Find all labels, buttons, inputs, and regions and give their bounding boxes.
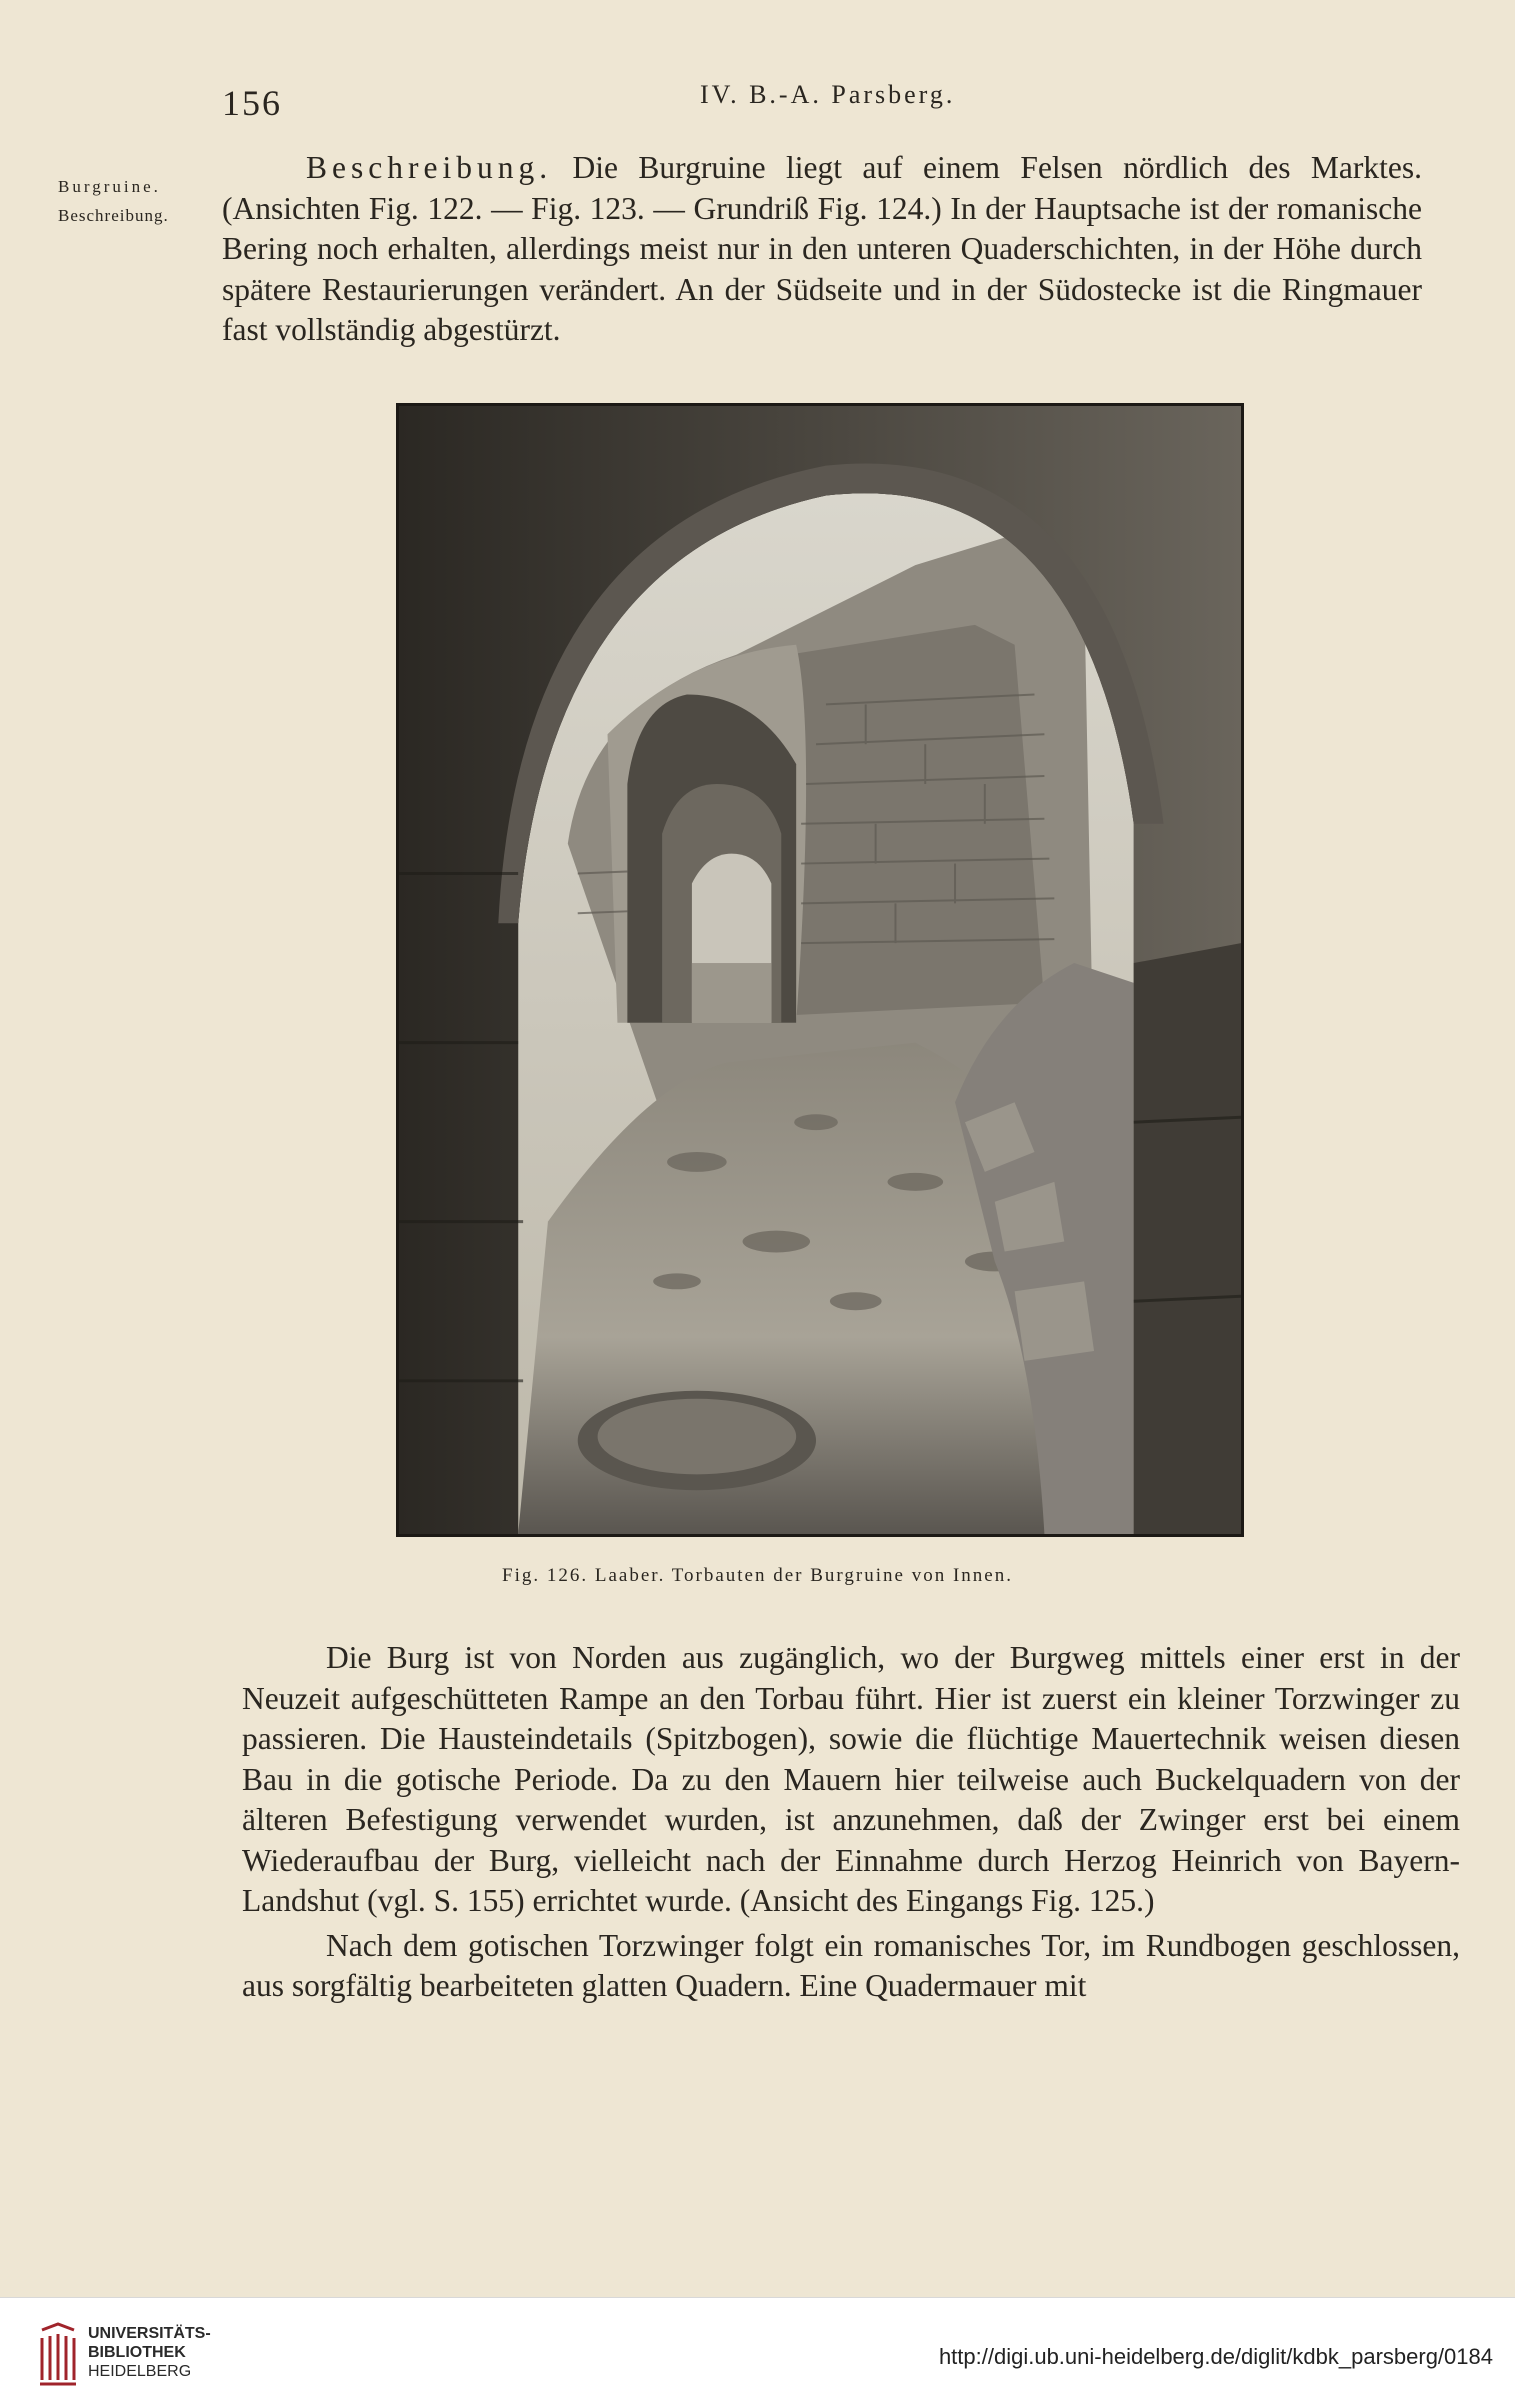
paragraph-text: Die Burgruine liegt auf einem Felsen nördlich des Marktes. (Ansichten Fig. 122. — Fig. 123. — Grundriß Fig. 124.) In der Hauptsache ist der romanische Bering noch erhalten, allerdings meist nur in den unteren Quaderschichten, in der Höhe durch spätere Restaurierungen verändert. An der Südseite und in der Südostecke ist die Ringmauer fast vollständig abgestürzt.: [222, 150, 1422, 347]
library-logo-icon: [38, 2322, 78, 2388]
library-name: [88, 2324, 211, 2381]
gateway-photo-illustration: [399, 406, 1241, 1534]
library-name-line: HEIDELBERG: [88, 2363, 192, 2380]
library-name-line: UNIVERSITÄTS-: [88, 2325, 211, 2342]
page-number: 156: [222, 83, 282, 123]
paragraph: Die Burg ist von Norden aus zugänglich, wo der Burgweg mittels einer erst in der Neuzeit aufgeschütteten Rampe an den Torbau führt. Hier ist zuerst ein kleiner Torzwinger zu passieren. Die Hausteindetails (Spitzbogen), sowie die flüchtige Mauertechnik weisen diesen Bau in die gotische Periode. Da zu den Mauern hier teilweise auch Buckelquadern von der älteren Befestigung verwendet wurden, ist anzunehmen, daß der Zwinger erst bei einem Wiederaufbau der Burg, vielleicht nach der Einnahme durch Herzog Heinrich von Bayern-Landshut (vgl. S. 155) errichtet wurde. (Ansicht des Eingangs Fig. 125.): [242, 1640, 1460, 1918]
paragraph: Nach dem gotischen Torzwinger folgt ein romanisches Tor, im Rundbogen geschlossen, aus sorgfältig bearbeiteten glatten Quadern. Eine Quadermauer mit: [242, 1927, 1460, 2003]
section-heading: Beschreibung.: [306, 150, 553, 185]
text-block-access: [242, 1638, 1460, 2007]
paragraph: [222, 148, 1422, 351]
text-block-description: [222, 148, 1422, 351]
figure-caption: Fig. 126. Laaber. Torbauten der Burgruine von Innen.: [502, 1565, 1013, 1586]
footer-bar: [0, 2297, 1515, 2408]
library-name-line: BIBLIOTHEK: [88, 2344, 186, 2361]
figure-photograph: [396, 403, 1244, 1537]
source-url-link[interactable]: http://digi.ub.uni-heidelberg.de/diglit/kdbk_parsberg/0184: [938, 2344, 1493, 2369]
marginal-note-burgruine: Burgruine.: [58, 177, 161, 196]
running-head: IV. B.-A. Parsberg.: [700, 80, 956, 109]
marginal-note-beschreibung: Beschreibung.: [58, 206, 169, 225]
